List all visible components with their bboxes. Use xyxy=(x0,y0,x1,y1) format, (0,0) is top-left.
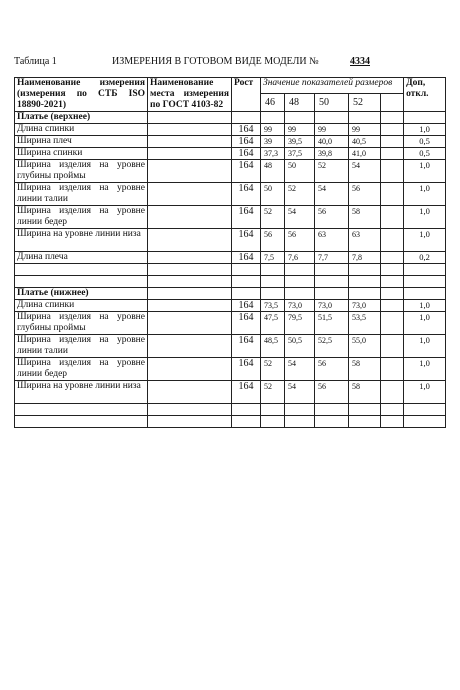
measurement-name: Ширина изделия на уровне глубины проймы xyxy=(15,312,148,335)
empty-cell xyxy=(349,264,381,276)
size-value: 73,0 xyxy=(349,300,381,312)
table-row xyxy=(15,312,446,335)
empty-cell xyxy=(381,112,404,124)
height-value: 164 xyxy=(232,160,261,183)
size-value: 56 xyxy=(285,229,315,252)
size-value: 54 xyxy=(349,160,381,183)
size-value: 37,3 xyxy=(261,148,285,160)
measurement-place xyxy=(148,381,232,404)
size-value: 63 xyxy=(315,229,349,252)
tolerance-value: 1,0 xyxy=(404,358,446,381)
empty-cell xyxy=(381,300,404,312)
header-name: Наименование измерения (измерения по СТБ ISO 18890-2021) xyxy=(15,78,148,112)
empty-cell xyxy=(232,276,261,288)
height-value: 164 xyxy=(232,381,261,404)
measurement-name: Ширина изделия на уровне линии бедер xyxy=(15,206,148,229)
empty-row xyxy=(15,264,446,276)
tolerance-value: 1,0 xyxy=(404,312,446,335)
tolerance-value: 1,0 xyxy=(404,160,446,183)
empty-cell xyxy=(381,276,404,288)
measurement-name: Ширина изделия на уровне линии талии xyxy=(15,335,148,358)
empty-cell xyxy=(315,276,349,288)
size-value: 99 xyxy=(261,124,285,136)
tolerance-value: 1,0 xyxy=(404,300,446,312)
document-title: ИЗМЕРЕНИЯ В ГОТОВОМ ВИДЕ МОДЕЛИ № xyxy=(112,56,319,67)
height-value: 164 xyxy=(232,312,261,335)
empty-cell xyxy=(381,288,404,300)
table-row xyxy=(15,124,446,136)
empty-cell xyxy=(349,276,381,288)
empty-row xyxy=(15,404,446,416)
empty-cell xyxy=(148,288,232,300)
size-value: 56 xyxy=(349,183,381,206)
empty-cell xyxy=(285,404,315,416)
empty-cell xyxy=(381,312,404,335)
empty-cell xyxy=(261,416,285,428)
size-value: 39,8 xyxy=(315,148,349,160)
height-value: 164 xyxy=(232,183,261,206)
empty-cell xyxy=(381,416,404,428)
measurement-name: Ширина на уровне линии низа xyxy=(15,229,148,252)
model-number: 4334 xyxy=(350,56,370,67)
table-row xyxy=(15,252,446,264)
tolerance-value: 0,5 xyxy=(404,136,446,148)
size-value: 7,7 xyxy=(315,252,349,264)
size-value: 52,5 xyxy=(315,335,349,358)
measurement-name: Длина плеча xyxy=(15,252,148,264)
empty-cell xyxy=(381,148,404,160)
empty-cell xyxy=(381,404,404,416)
size-cell: 50 xyxy=(315,94,349,112)
height-value: 164 xyxy=(232,300,261,312)
tolerance-value: 1,0 xyxy=(404,229,446,252)
size-value: 56 xyxy=(261,229,285,252)
size-value: 48 xyxy=(261,160,285,183)
empty-cell xyxy=(285,276,315,288)
height-value: 164 xyxy=(232,252,261,264)
measurement-place xyxy=(148,252,232,264)
empty-cell xyxy=(404,404,446,416)
size-value: 63 xyxy=(349,229,381,252)
measurement-place xyxy=(148,358,232,381)
empty-cell xyxy=(381,183,404,206)
size-value: 99 xyxy=(285,124,315,136)
empty-cell xyxy=(349,416,381,428)
header-row xyxy=(15,78,446,94)
measurement-name: Ширина изделия на уровне глубины проймы xyxy=(15,160,148,183)
measurement-name: Ширина изделия на уровне линии бедер xyxy=(15,358,148,381)
measurement-name: Ширина плеч xyxy=(15,136,148,148)
header-height: Рост xyxy=(232,78,261,112)
measurement-place xyxy=(148,183,232,206)
size-value: 53,5 xyxy=(349,312,381,335)
size-value: 73,0 xyxy=(285,300,315,312)
section-title: Платье (нижнее) xyxy=(15,288,148,300)
tolerance-value: 0,2 xyxy=(404,252,446,264)
tolerance-value: 1,0 xyxy=(404,381,446,404)
size-value: 50 xyxy=(261,183,285,206)
size-value: 39,5 xyxy=(285,136,315,148)
empty-cell xyxy=(315,288,349,300)
size-value: 58 xyxy=(349,381,381,404)
empty-cell xyxy=(349,288,381,300)
empty-cell xyxy=(15,404,148,416)
height-value: 164 xyxy=(232,335,261,358)
measurement-name: Ширина изделия на уровне линии талии xyxy=(15,183,148,206)
empty-cell xyxy=(349,404,381,416)
empty-cell xyxy=(232,288,261,300)
empty-cell xyxy=(315,264,349,276)
size-value: 48,5 xyxy=(261,335,285,358)
header-values: Значение показателей размеров xyxy=(261,78,404,94)
table-caption xyxy=(14,56,454,70)
empty-cell xyxy=(285,288,315,300)
size-value: 54 xyxy=(285,206,315,229)
size-value: 73,5 xyxy=(261,300,285,312)
table-body xyxy=(15,112,446,428)
size-value: 52 xyxy=(285,183,315,206)
empty-cell xyxy=(148,112,232,124)
empty-cell xyxy=(404,112,446,124)
size-value: 58 xyxy=(349,206,381,229)
empty-cell xyxy=(381,206,404,229)
size-value: 56 xyxy=(315,358,349,381)
table-row xyxy=(15,136,446,148)
empty-cell xyxy=(381,160,404,183)
size-value: 39 xyxy=(261,136,285,148)
tolerance-value: 1,0 xyxy=(404,206,446,229)
size-value: 58 xyxy=(349,358,381,381)
empty-cell xyxy=(232,112,261,124)
measurement-name: Ширина спинки xyxy=(15,148,148,160)
size-value: 7,8 xyxy=(349,252,381,264)
table-row xyxy=(15,358,446,381)
size-value: 54 xyxy=(315,183,349,206)
empty-cell xyxy=(381,358,404,381)
table-row xyxy=(15,183,446,206)
section-title: Платье (верхнее) xyxy=(15,112,148,124)
measurement-place xyxy=(148,229,232,252)
height-value: 164 xyxy=(232,229,261,252)
section-header-row xyxy=(15,112,446,124)
size-value: 99 xyxy=(349,124,381,136)
height-value: 164 xyxy=(232,136,261,148)
size-value: 52 xyxy=(261,381,285,404)
height-value: 164 xyxy=(232,206,261,229)
measurement-place xyxy=(148,124,232,136)
empty-cell xyxy=(148,404,232,416)
size-cell: 48 xyxy=(285,94,315,112)
empty-cell xyxy=(232,416,261,428)
size-value: 7,5 xyxy=(261,252,285,264)
empty-cell xyxy=(349,112,381,124)
empty-cell xyxy=(148,276,232,288)
measurements-table xyxy=(14,77,446,428)
empty-cell xyxy=(285,112,315,124)
empty-cell xyxy=(381,381,404,404)
empty-cell xyxy=(232,264,261,276)
empty-cell xyxy=(15,264,148,276)
empty-cell xyxy=(404,416,446,428)
size-value: 50 xyxy=(285,160,315,183)
size-value: 51,5 xyxy=(315,312,349,335)
measurement-place xyxy=(148,300,232,312)
measurement-place xyxy=(148,206,232,229)
size-value: 40,0 xyxy=(315,136,349,148)
empty-cell xyxy=(404,276,446,288)
table-row xyxy=(15,160,446,183)
size-value: 55,0 xyxy=(349,335,381,358)
size-value: 52 xyxy=(261,358,285,381)
size-value: 47,5 xyxy=(261,312,285,335)
size-cell: 52 xyxy=(349,94,381,112)
empty-cell xyxy=(381,335,404,358)
measurement-place xyxy=(148,136,232,148)
table-row xyxy=(15,206,446,229)
measurement-name: Длина спинки xyxy=(15,300,148,312)
empty-cell xyxy=(404,288,446,300)
measurement-place xyxy=(148,160,232,183)
empty-cell xyxy=(315,112,349,124)
empty-cell xyxy=(381,136,404,148)
empty-cell xyxy=(404,264,446,276)
empty-cell xyxy=(148,264,232,276)
size-value: 37,5 xyxy=(285,148,315,160)
size-value: 52 xyxy=(315,160,349,183)
size-value: 54 xyxy=(285,381,315,404)
empty-cell xyxy=(261,264,285,276)
table-row xyxy=(15,335,446,358)
size-value: 73,0 xyxy=(315,300,349,312)
tolerance-value: 0,5 xyxy=(404,148,446,160)
tolerance-value: 1,0 xyxy=(404,124,446,136)
table-row xyxy=(15,300,446,312)
size-value: 40,5 xyxy=(349,136,381,148)
measurement-place xyxy=(148,312,232,335)
height-value: 164 xyxy=(232,148,261,160)
size-value: 79,5 xyxy=(285,312,315,335)
measurement-name: Ширина на уровне линии низа xyxy=(15,381,148,404)
empty-cell xyxy=(15,276,148,288)
tolerance-value: 1,0 xyxy=(404,335,446,358)
table-row xyxy=(15,148,446,160)
size-value: 54 xyxy=(285,358,315,381)
empty-cell xyxy=(261,404,285,416)
tolerance-value: 1,0 xyxy=(404,183,446,206)
table-label: Таблица 1 xyxy=(14,56,57,67)
empty-cell xyxy=(232,404,261,416)
header-tolerance: Доп, откл. xyxy=(404,78,446,112)
measurement-name: Длина спинки xyxy=(15,124,148,136)
header-place: Наименование места измерения по ГОСТ 4103-82 xyxy=(148,78,232,112)
table-row xyxy=(15,381,446,404)
measurement-place xyxy=(148,148,232,160)
size-value: 52 xyxy=(261,206,285,229)
height-value: 164 xyxy=(232,124,261,136)
table-row xyxy=(15,229,446,252)
empty-cell xyxy=(148,416,232,428)
size-value: 41,0 xyxy=(349,148,381,160)
empty-row xyxy=(15,276,446,288)
size-cell: 46 xyxy=(261,94,285,112)
empty-cell xyxy=(261,288,285,300)
empty-cell xyxy=(261,112,285,124)
empty-cell xyxy=(15,416,148,428)
empty-cell xyxy=(381,264,404,276)
section-header-row xyxy=(15,288,446,300)
empty-cell xyxy=(285,416,315,428)
empty-cell xyxy=(285,264,315,276)
empty-cell xyxy=(261,276,285,288)
empty-cell xyxy=(381,229,404,252)
empty-cell xyxy=(315,416,349,428)
size-value: 99 xyxy=(315,124,349,136)
empty-row xyxy=(15,416,446,428)
measurement-place xyxy=(148,335,232,358)
size-value: 56 xyxy=(315,206,349,229)
size-value: 7,6 xyxy=(285,252,315,264)
empty-cell xyxy=(381,252,404,264)
empty-cell xyxy=(381,124,404,136)
height-value: 164 xyxy=(232,358,261,381)
size-cell-empty xyxy=(381,94,404,112)
empty-cell xyxy=(315,404,349,416)
size-value: 56 xyxy=(315,381,349,404)
size-value: 50,5 xyxy=(285,335,315,358)
